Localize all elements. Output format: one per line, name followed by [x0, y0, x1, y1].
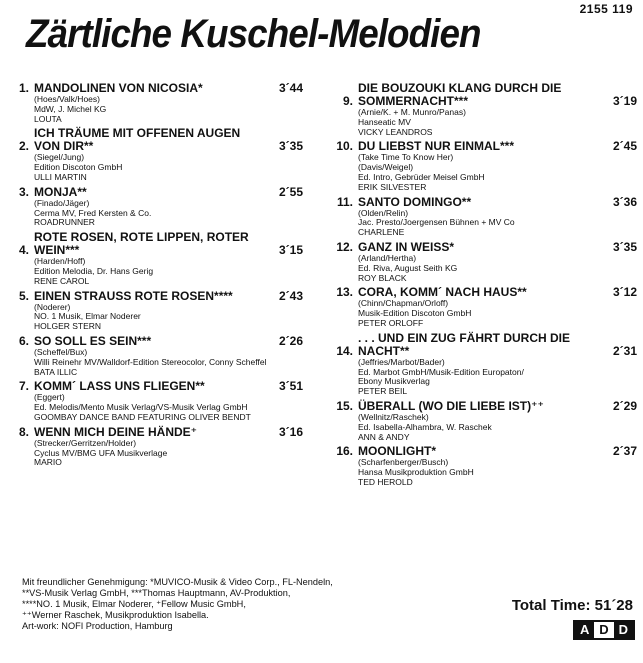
track-header	[8, 186, 303, 199]
track-artist: RENE CAROL	[34, 275, 90, 286]
track-credit: (Eggert)	[34, 392, 65, 403]
track-item	[8, 186, 303, 228]
track-credit: Jac. Presto/Joergensen Bühnen + MV Co	[358, 217, 515, 228]
track-header	[8, 426, 303, 439]
track-number: 7.	[18, 379, 29, 394]
track-credit: Willi Reinehr MV/Walldorf-Edition Stereocolor, Conny Scheffel	[34, 356, 267, 367]
track-credit: (Arnie/K. + M. Munro/Panas)	[358, 107, 466, 117]
track-title: KOMM´ LASS UNS FLIEGEN**	[34, 379, 205, 394]
track-duration: 2´29	[612, 398, 637, 413]
track-item	[332, 196, 637, 238]
track-item	[8, 231, 303, 286]
track-duration: 3´36	[612, 194, 637, 209]
track-title: DIE BOUZOUKI KLANG DURCH DIE SOMMERNACHT***	[358, 81, 562, 108]
track-header	[8, 290, 303, 303]
track-number: 3.	[18, 184, 29, 199]
track-credit: (Scharfenberger/Busch)	[358, 457, 449, 468]
track-item	[332, 82, 637, 137]
track-credit: (Olden/Relin)	[358, 207, 409, 218]
track-credit: Musik-Edition Discoton GmbH	[358, 308, 472, 319]
track-title: . . . UND EIN ZUG FÄHRT DURCH DIE NACHT**	[358, 330, 570, 358]
track-credit: (Wellnitz/Raschek)	[358, 411, 429, 422]
track-item	[8, 380, 303, 422]
track-title: WENN MICH DEINE HÄNDE⁺	[34, 424, 198, 439]
track-item	[332, 400, 637, 442]
track-number: 14.	[336, 343, 353, 358]
track-credit: Ed. Isabella-Alhambra, W. Raschek	[358, 421, 492, 432]
track-credit: (Take Time To Know Her)	[358, 152, 454, 163]
total-time: Total Time: 51´28	[511, 597, 633, 614]
track-credit: Ed. Marbot GmbH/Musik-Edition Europaton/	[358, 366, 524, 377]
artwork-credit: Art-work: NOFI Production, Hamburg	[22, 621, 173, 631]
credits-line: ⁺⁺Werner Raschek, Musikproduktion Isabella.	[22, 610, 209, 620]
track-credit: Ed. Intro, Gebrüder Meisel GmbH	[358, 171, 485, 182]
track-credit: (Noderer)	[34, 301, 71, 312]
track-title: SANTO DOMINGO**	[358, 194, 472, 209]
track-artist: MARIO	[34, 457, 62, 468]
track-header	[8, 335, 303, 348]
track-credit: (Hoes/Valk/Hoes)	[34, 94, 100, 104]
track-header	[332, 82, 637, 108]
track-duration: 3´19	[612, 94, 637, 108]
track-title: EINEN STRAUSS ROTE ROSEN****	[34, 288, 233, 303]
tracklist-right	[332, 82, 637, 491]
track-number: 10.	[336, 139, 353, 154]
track-number: 13.	[336, 285, 353, 300]
credits-line: ****NO. 1 Musik, Elmar Noderer, ⁺Fellow Music GmbH,	[22, 599, 246, 609]
track-item	[332, 445, 637, 487]
catalog-number: 2155 119	[579, 2, 633, 16]
track-artist: ULLI MARTIN	[34, 171, 87, 182]
track-artist: LOUTA	[34, 113, 62, 124]
track-artist: BATA ILLIC	[34, 366, 78, 377]
credits-line: Mit freundlicher Genehmigung: *MUVICO-Musik & Video Corp., FL-Nendeln,	[22, 577, 333, 587]
track-number: 8.	[18, 424, 29, 439]
track-credit: Ed. Melodis/Mento Musik Verlag/VS-Musik Verlag GmbH	[34, 402, 248, 413]
track-credit: (Arland/Hertha)	[358, 252, 417, 263]
track-title: ROTE ROSEN, ROTE LIPPEN, ROTER WEIN***	[34, 230, 249, 258]
track-number: 9.	[342, 94, 353, 108]
track-artist: GOOMBAY DANCE BAND FEATURING OLIVER BENDT	[34, 411, 251, 422]
track-duration: 2´55	[278, 184, 303, 199]
track-credit: (Strecker/Gerritzen/Holder)	[34, 437, 137, 448]
track-artist: TED HEROLD	[358, 476, 413, 487]
add-code-letter: A	[575, 622, 594, 638]
track-artist: CHARLENE	[358, 227, 405, 238]
track-artist: ANN & ANDY	[358, 431, 410, 442]
track-credit: (Jeffries/Marbot/Bader)	[358, 356, 445, 367]
track-credit: MdW, J. Michel KG	[34, 103, 107, 114]
track-credit: Ed. Riva, August Seith KG	[358, 262, 458, 273]
track-title: DU LIEBST NUR EINMAL***	[358, 139, 515, 154]
track-item	[332, 241, 637, 283]
track-number: 15.	[336, 398, 353, 413]
track-credit: Cerma MV, Fred Kersten & Co.	[34, 207, 152, 218]
track-title: MANDOLINEN VON NICOSIA*	[34, 81, 203, 95]
track-item	[332, 140, 637, 192]
track-credit: Edition Discoton GmbH	[34, 162, 123, 173]
track-credit: Hansa Musikproduktion GmbH	[358, 467, 474, 478]
track-item	[332, 332, 637, 397]
track-credit: (Chinn/Chapman/Orloff)	[358, 298, 449, 309]
track-duration: 2´31	[612, 343, 637, 358]
track-duration: 2´37	[612, 444, 637, 459]
track-number: 1.	[18, 81, 29, 95]
track-artist: ERIK SILVESTER	[358, 181, 427, 192]
track-number: 2.	[18, 139, 29, 154]
track-artist: ROY BLACK	[358, 272, 407, 283]
track-title: MONJA**	[34, 184, 87, 199]
track-credit: Ebony Musikverlag	[358, 376, 430, 387]
track-header	[332, 332, 637, 358]
track-header	[332, 400, 637, 413]
track-number: 16.	[336, 444, 353, 459]
track-title: SO SOLL ES SEIN***	[34, 333, 152, 348]
track-number: 11.	[336, 194, 353, 209]
track-duration: 2´45	[612, 139, 637, 154]
track-number: 6.	[18, 333, 29, 348]
track-item	[8, 426, 303, 468]
tracklist-left	[8, 82, 303, 471]
track-artist: PETER ORLOFF	[358, 317, 424, 328]
track-title: CORA, KOMM´ NACH HAUS**	[358, 285, 527, 300]
track-item	[8, 335, 303, 377]
track-credit: (Finado/Jäger)	[34, 197, 90, 208]
track-duration: 2´26	[278, 333, 303, 348]
track-credit: (Scheffel/Bux)	[34, 346, 88, 357]
track-credit: Hanseatic MV	[358, 116, 411, 127]
track-artist: PETER BEIL	[358, 386, 408, 397]
track-duration: 3´12	[612, 285, 637, 300]
track-duration: 3´35	[278, 139, 303, 154]
track-title: ICH TRÄUME MIT OFFENEN AUGEN VON DIR**	[34, 126, 241, 154]
track-duration: 3´51	[278, 379, 303, 394]
add-code-badge	[573, 620, 635, 640]
track-credit: (Siegel/Jung)	[34, 152, 85, 163]
track-credit: Cyclus MV/BMG UFA Musikverlage	[34, 447, 168, 458]
track-item	[8, 127, 303, 182]
add-code-letter: D	[614, 622, 633, 638]
track-duration: 3´35	[612, 239, 637, 254]
track-number: 5.	[18, 288, 29, 303]
track-artist: ROADRUNNER	[34, 217, 95, 228]
track-credit: (Davis/Weigel)	[358, 162, 414, 173]
track-credit: NO. 1 Musik, Elmar Noderer	[34, 311, 141, 322]
track-duration: 3´15	[278, 243, 303, 258]
credits-footer	[22, 577, 442, 632]
track-item	[8, 82, 303, 124]
track-header	[8, 127, 303, 153]
track-artist: VICKY LEANDROS	[358, 126, 433, 137]
track-header	[332, 196, 637, 209]
track-credit: Edition Melodia, Dr. Hans Gerig	[34, 265, 154, 276]
track-title: GANZ IN WEISS*	[358, 239, 455, 254]
track-title: MOONLIGHT*	[358, 444, 436, 459]
album-title: Zärtliche Kuschel-Melodien	[26, 12, 481, 56]
track-artist: HOLGER STERN	[34, 321, 102, 332]
track-credit: (Harden/Hoff)	[34, 256, 86, 267]
track-duration: 3´16	[278, 424, 303, 439]
track-item	[332, 286, 637, 328]
add-code-letter: D	[599, 622, 609, 637]
track-duration: 2´43	[278, 288, 303, 303]
track-title: ÜBERALL (WO DIE LIEBE IST)⁺⁺	[358, 398, 544, 413]
track-header	[8, 231, 303, 257]
credits-line: **VS-Musik Verlag GmbH, ***Thomas Hauptmann, AV-Produktion,	[22, 588, 291, 598]
track-number: 12.	[336, 239, 353, 254]
track-item	[8, 290, 303, 332]
track-duration: 3´44	[278, 81, 303, 95]
track-number: 4.	[18, 243, 29, 258]
